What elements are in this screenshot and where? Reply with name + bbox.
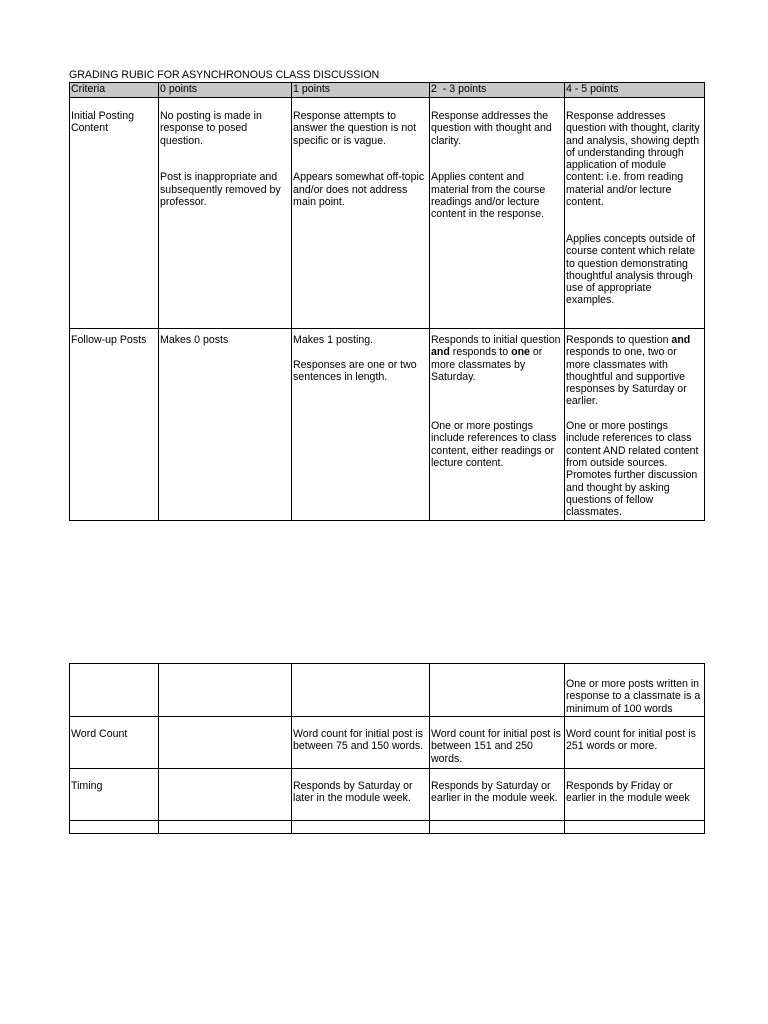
cell-4-5-points (565, 769, 705, 821)
header-0-points: 0 points (159, 83, 292, 98)
cell-4-5-points (565, 329, 705, 521)
empty-cell (430, 821, 565, 834)
descriptor-text: Word count for initial post is 251 words or more. (566, 728, 696, 753)
descriptor-text: One or more postings include references to class content AND related content from outside sources. Promotes further discussion and thought by asking questions of fellow classmates. (566, 420, 699, 519)
cell-4-5-points (565, 717, 705, 769)
emphasis-text: and (671, 334, 691, 346)
descriptor-segment: responds to (449, 346, 512, 359)
cell-2-3-points (430, 717, 565, 769)
descriptor-segment: or more classmates by Saturday. (431, 346, 543, 383)
descriptor-segment: Responds to question (566, 334, 672, 346)
cell-1-points (292, 769, 430, 821)
empty-cell (159, 821, 292, 834)
criteria-cell (70, 717, 159, 769)
cell-4-5-points (565, 664, 705, 717)
descriptor-text: Responses are one or two sentences in length. (293, 358, 417, 383)
criteria-cell (70, 329, 159, 521)
cell-1-points (292, 98, 430, 329)
rubric-table-continued (69, 663, 705, 834)
header-2-3-points: 2 - 3 points (430, 83, 565, 98)
descriptor-text: Responds by Saturday or earlier in the module week. (431, 780, 558, 805)
empty-cell (430, 664, 565, 717)
descriptor-text: Word count for initial post is between 151 and 250 words. (431, 728, 561, 765)
descriptor-text: Responds by Saturday or later in the module week. (293, 780, 413, 805)
rubric-row-follow-up-posts (70, 329, 705, 521)
cell-0-points (159, 98, 292, 329)
header-criteria: Criteria (70, 83, 159, 98)
criteria-cell (70, 98, 159, 329)
rubric-row-initial-posting-content (70, 98, 705, 329)
descriptor-segment: Responds to initial question (431, 334, 561, 346)
descriptor-text: Post is inappropriate and subsequently removed by professor. (160, 171, 281, 209)
cell-2-3-points (430, 98, 565, 329)
rubric-row-word-count (70, 717, 705, 769)
rubric-row-timing (70, 769, 705, 821)
criteria-cell (70, 769, 159, 821)
descriptor-text: Response addresses the question with thought and clarity. (431, 110, 552, 147)
empty-cell (159, 664, 292, 717)
descriptor-text: Makes 0 posts (160, 334, 229, 346)
header-1-points: 1 points (292, 83, 430, 98)
empty-cell (292, 664, 430, 717)
cell-2-3-points (430, 769, 565, 821)
descriptor-text (431, 334, 562, 383)
descriptor-text: No posting is made in response to posed question. (160, 110, 262, 147)
cell-1-points (292, 717, 430, 769)
descriptor-text: Applies content and material from the course readings and/or lecture content in the response. (431, 171, 546, 221)
empty-cell (159, 717, 292, 769)
descriptor-text: One or more posts written in response to a classmate is a minimum of 100 words (566, 678, 701, 715)
criteria-label: Timing (71, 780, 103, 792)
descriptor-text: Applies concepts outside of course content which relate to question demonstrating thoughtful analysis through use of appropriate examples. (566, 232, 695, 307)
emphasis-text: and (431, 346, 450, 359)
rubric-row-empty (70, 821, 705, 834)
emphasis-text: one (511, 346, 530, 359)
descriptor-text: Responds by Friday or earlier in the module week (566, 780, 690, 805)
rubric-table-main (69, 82, 705, 521)
header-4-5-points: 4 - 5 points (565, 83, 705, 98)
empty-cell (70, 821, 159, 834)
cell-4-5-points (565, 98, 705, 329)
rubric-row-follow-up-word-minimum (70, 664, 705, 717)
empty-cell (70, 664, 159, 717)
header-row (70, 83, 705, 98)
descriptor-text: One or more postings include references to class content, either readings or lecture content. (431, 420, 557, 469)
descriptor-text: Response attempts to answer the question is not specific or is vague. (293, 110, 417, 147)
criteria-label: Initial Posting Content (71, 110, 135, 135)
criteria-label: Follow-up Posts (71, 334, 147, 346)
descriptor-text: Appears somewhat off-topic and/or does not address main point. (293, 171, 425, 209)
empty-cell (565, 821, 705, 834)
descriptor-text: Word count for initial post is between 75 and 150 words. (293, 728, 424, 753)
empty-cell (292, 821, 430, 834)
descriptor-segment: responds to one, two or more classmates with thoughtful and supportive responses by Saturday or earlier. (566, 346, 687, 408)
descriptor-text: Response addresses question with thought, clarity and analysis, showing depth of understanding through application of module content: i.e. from reading material and/or lecture content. (566, 110, 700, 209)
criteria-label: Word Count (71, 728, 128, 740)
rubric-title: GRADING RUBIC FOR ASYNCHRONOUS CLASS DISCUSSION (69, 69, 380, 81)
cell-2-3-points (430, 329, 565, 521)
descriptor-text: Makes 1 posting. (293, 334, 374, 346)
cell-1-points (292, 329, 430, 521)
cell-0-points (159, 329, 292, 521)
empty-cell (159, 769, 292, 821)
descriptor-text (566, 334, 702, 408)
